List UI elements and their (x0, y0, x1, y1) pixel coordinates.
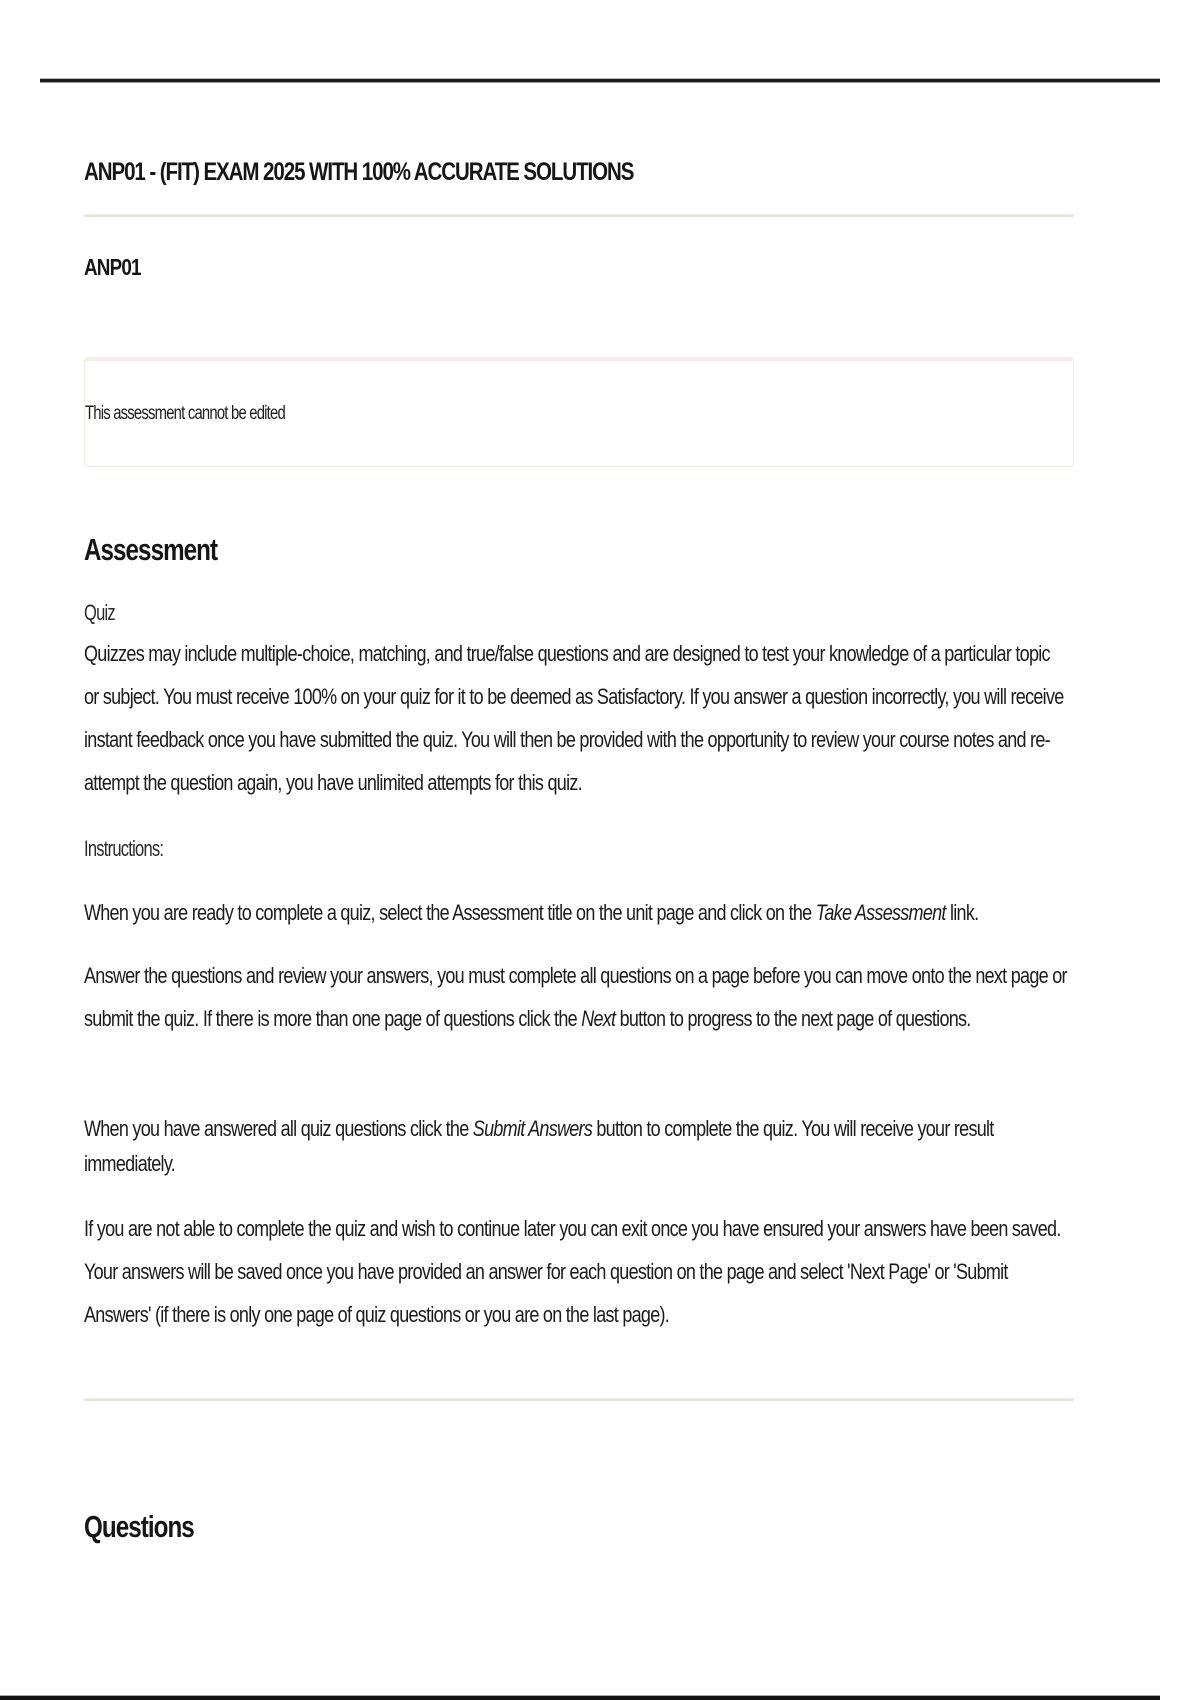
assessment-type-label: Quiz (84, 600, 115, 625)
document-title: ANP01 - (FIT) EXAM 2025 WITH 100% ACCURATE SOLUTIONS (84, 158, 634, 186)
instructions-label: Instructions: (84, 836, 164, 861)
instruction-paragraph: When you are ready to complete a quiz, select the Assessment title on the unit page and click on the Take Assessment link. (84, 900, 979, 925)
bottom-rule (0, 1696, 1160, 1700)
instruction-paragraph: If you are not able to complete the quiz and wish to continue later you can exit once you have ensured your answers have been saved. Your answers will be saved once you have provided an answer for each question on the page and select 'Next Page' or 'Submit Answers' (if there is only one page of quiz questions or you are on the last page). (84, 1216, 1061, 1327)
notice-text: This assessment cannot be edited (85, 403, 285, 424)
submit-answers-emphasis: Submit Answers (472, 1116, 593, 1141)
questions-heading: Questions (84, 1509, 194, 1544)
instruction-paragraph: When you have answered all quiz questions click the Submit Answers button to complete the quiz. You will receive your result immediately. (84, 1116, 994, 1176)
next-emphasis: Next (581, 1006, 616, 1031)
course-code: ANP01 (84, 254, 141, 280)
title-separator (84, 214, 1074, 217)
top-rule (40, 79, 1160, 82)
instruction-paragraph: Answer the questions and review your answers, you must complete all questions on a page before you can move onto the next page or submit the quiz. If there is more than one page of questions click the Next button to progress to the next page of questions. (84, 963, 1067, 1031)
section-separator (84, 1398, 1074, 1401)
notice-box (84, 357, 1074, 467)
take-assessment-emphasis: Take Assessment (815, 900, 946, 925)
assessment-heading: Assessment (84, 532, 218, 567)
quiz-description: Quizzes may include multiple-choice, matching, and true/false questions and are designed to test your knowledge of a particular topic or subject. You must receive 100% on your quiz for it to be deemed as Satisfactory. If you answer a question incorrectly, you will receive instant feedback once you have submitted the quiz. You will then be provided with the opportunity to review your course notes and re-attempt the question again, you have unlimited attempts for this quiz. (84, 641, 1064, 795)
